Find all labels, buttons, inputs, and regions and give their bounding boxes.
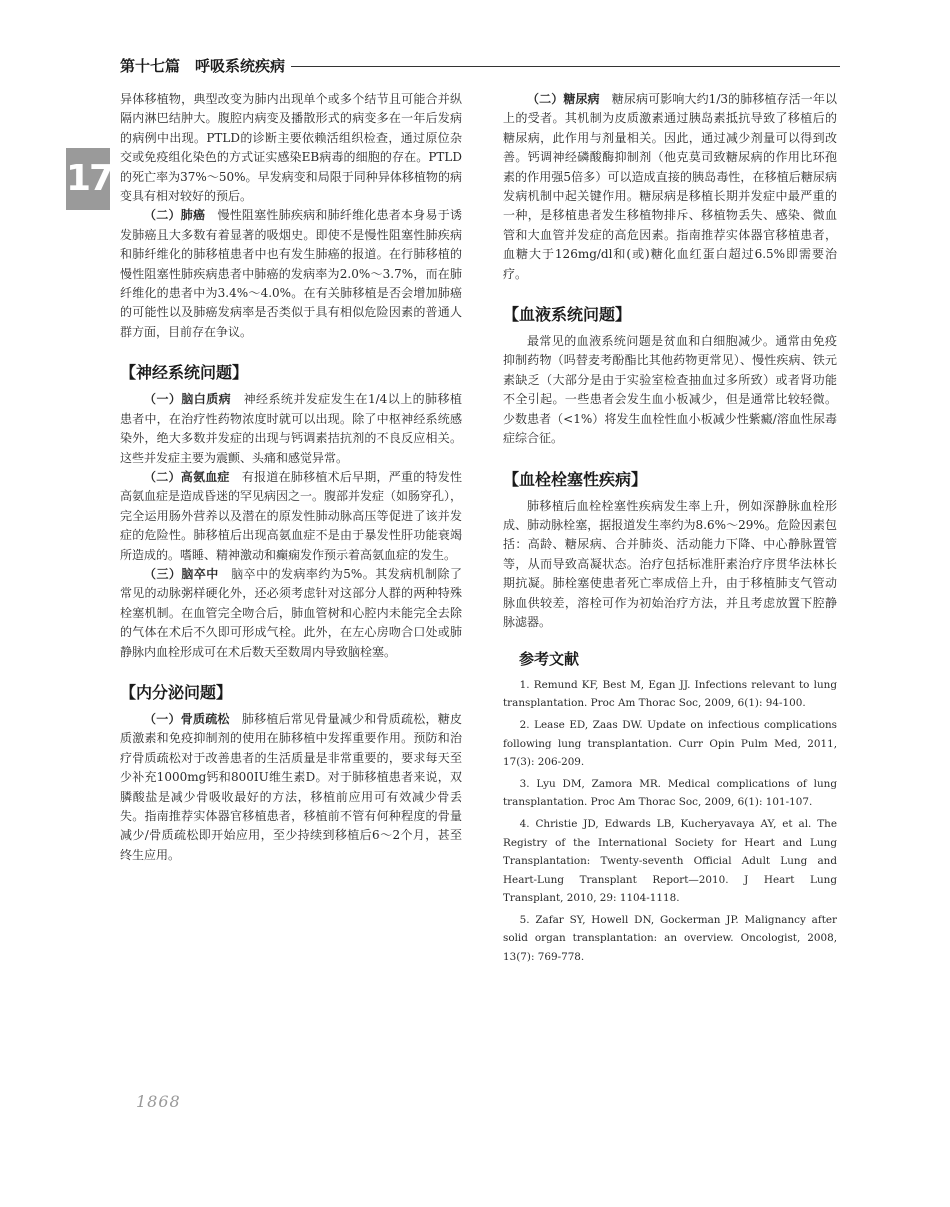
leukoencephalopathy-text: 神经系统并发症发生在1/4以上的肺移植患者中，在治疗性药物浓度时就可以出现。除了中枢神经系统感染外，绝大多数并发症的出现与钙调素拮抗剂的不良反应相关。这些并发症主要为震颤、头痛和感觉异常。 <box>120 392 462 465</box>
diabetes-paragraph <box>503 90 837 284</box>
stroke-subtitle: （三）脑卒中 <box>144 566 219 581</box>
hyperammonemia-subtitle: （二）高氨血症 <box>144 469 230 484</box>
reference-item: 2. Lease ED, Zaas DW. Update on infectious complications following lung transplantation. Curr Opin Pulm Med, 2011, 17(3): 206-209. <box>503 718 837 769</box>
osteoporosis-text: 肺移植后常见骨量减少和骨质疏松，糖皮质激素和免疫抑制剂的使用在肺移植中发挥重要作用。预防和治疗骨质疏松对于改善患者的生活质量是非常重要的，要求每天至少补充1000mg钙和800IU维生素D。对于肺移植患者来说，双膦酸盐是减少骨吸收最好的方法，移植前应用可有效减少骨丢失。指南推荐实体器官移植患者，移植前不管有何种程度的骨量减少/骨质疏松即开始应用，至少持续到移植后6～2个月，甚至终生应用。 <box>120 711 462 862</box>
hyperammonemia-paragraph <box>120 468 462 565</box>
lung-cancer-paragraph <box>120 206 462 342</box>
lung-cancer-subtitle: （二）肺癌 <box>144 208 206 223</box>
references-heading: 参考文献 <box>519 650 580 669</box>
running-header <box>120 52 840 78</box>
stroke-paragraph <box>120 565 462 662</box>
reference-item: 1. Remund KF, Best M, Egan JJ. Infections relevant to lung transplantation. Proc Am Thorac Soc, 2009, 6(1): 94-100. <box>503 678 837 710</box>
reference-item: 3. Lyu DM, Zamora MR. Medical complications of lung transplantation. Proc Am Thorac Soc, 2009, 6(1): 101-107. <box>503 777 837 809</box>
neuro-heading: 【神经系统问题】 <box>120 363 249 383</box>
thromboembolism-paragraph: 肺移植后血栓栓塞性疾病发生率上升，例如深静脉血栓形成、肺动脉栓塞，据报道发生率约为8.6%～29%。危险因素包括：高龄、糖尿病、合并肺炎、活动能力下降、中心静脉置管等，从而导致高凝状态。治疗包括标准肝素治疗序贯华法林长期抗凝。肺栓塞使患者死亡率成倍上升，由于移植肺支气管动脉血供较差，溶栓可作为初始治疗方法，并且考虑放置下腔静脉滤器。 <box>503 498 837 629</box>
page-number: 1868 <box>136 1092 181 1111</box>
left-column <box>120 90 462 865</box>
leukoencephalopathy-paragraph <box>120 390 462 468</box>
stroke-text: 脑卒中的发病率约为5%。其发病机制除了常见的动脉粥样硬化外，还必须考虑针对这部分人群的两种特殊栓塞机制。在血管完全吻合后，肺血管树和心腔内未能完全去除的气体在术后不久即可形成气栓。此外，在左心房吻合口处或肺静脉内血栓形成可在术后数天至数周内导致脑栓塞。 <box>120 566 462 659</box>
ptld-paragraph: 异体移植物，典型改变为肺内出现单个或多个结节且可能合并纵隔内淋巴结肿大。腹腔内病变及播散形式的病变多在一年后发病的病例中出现。PTLD的诊断主要依赖活组织检查，通过原位杂交或免疫组化染色的方式证实感染EB病毒的细胞的存在。PTLD的死亡率为37%～50%。早发病变和局限于同种异体移植物的病变具有相对较好的预后。 <box>120 92 462 204</box>
right-column <box>503 90 837 970</box>
blood-paragraph: 最常见的血液系统问题是贫血和白细胞减少。通常由免疫抑制药物（吗替麦考酚酯比其他药物更常见）、慢性疾病、铁元素缺乏（大部分是由于实验室检查抽血过多所致）或者肾功能不全引起。一些患者会发生血小板减少，但是通常比较轻微。少数患者（<1%）将发生血栓性血小板减少性紫癜/溶血性尿毒症综合征。 <box>503 334 837 446</box>
lung-cancer-text: 慢性阻塞性肺疾病和肺纤维化患者本身易于诱发肺癌且大多数有着显著的吸烟史。即使不是慢性阻塞性肺疾病和肺纤维化的肺移植患者中也有发生肺癌的报道。在行肺移植的慢性阻塞性肺疾病患者中肺癌的发病率为2.0%～3.7%，而在肺纤维化的患者中为3.4%～4.0%。在有关肺移植是否会增加肺癌的可能性以及肺癌发病率是否类似于具有相似危险因素的普通人群方面，目前存在争议。 <box>120 208 462 339</box>
osteoporosis-subtitle: （一）骨质疏松 <box>144 711 230 726</box>
header-rule <box>291 66 840 67</box>
thromboembolism-heading: 【血栓栓塞性疾病】 <box>503 469 648 489</box>
reference-list <box>503 676 837 967</box>
hyperammonemia-text: 有报道在肺移植术后早期，严重的特发性高氨血症是造成昏迷的罕见病因之一。腹部并发症（如肠穿孔），完全运用肠外营养以及潜在的原发性肺动脉高压等促进了该并发症的危险性。肺移植后出现高氨血症不是由于暴发性肝功能衰竭所造成的。嗜睡、精神激动和癫痫发作预示着高氨血症的发生。 <box>120 469 463 562</box>
endocrine-heading: 【内分泌问题】 <box>120 682 233 702</box>
reference-item: 4. Christie JD, Edwards LB, Kucheryavaya AY, et al. The Registry of the International Society for Heart and Lung Transplantation: Twenty-seventh Official Adult Lung and Heart-Lung Transplant Report—2010. J Heart Lung Transplant, 2010, 29: 1104-1118. <box>503 817 837 905</box>
blood-heading: 【血液系统问题】 <box>503 305 632 325</box>
reference-item: 5. Zafar SY, Howell DN, Gockerman JP. Malignancy after solid organ transplantation: an overview. Oncologist, 2008, 13(7): 769-778. <box>503 913 837 964</box>
chapter-tab: 17 <box>66 148 110 210</box>
header-title: 第十七篇 呼吸系统疾病 <box>120 56 286 75</box>
diabetes-text: 糖尿病可影响大约1/3的肺移植存活一年以上的受者。其机制为皮质激素通过胰岛素抵抗导致了移植后的糖尿病，此作用与剂量相关。因此，通过减少剂量可以得到改善。钙调神经磷酸酶抑制剂（他克莫司致糖尿病的作用比环孢素的作用强5倍多）可以造成直接的胰岛毒性，在移植后糖尿病发病机制中起关键作用。糖尿病是移植长期并发症中最严重的一种，是移植患者发生移植物排斥、移植物丢失、感染、微血管和大血管并发症的高危因素。指南推荐实体器官移植患者，血糖大于126mg/dl和(或)糖化血红蛋白超过6.5%即需要治疗。 <box>503 92 837 281</box>
diabetes-subtitle: （二）糖尿病 <box>527 92 600 106</box>
osteoporosis-paragraph <box>120 710 462 865</box>
leukoencephalopathy-subtitle: （一）脑白质病 <box>144 392 232 407</box>
